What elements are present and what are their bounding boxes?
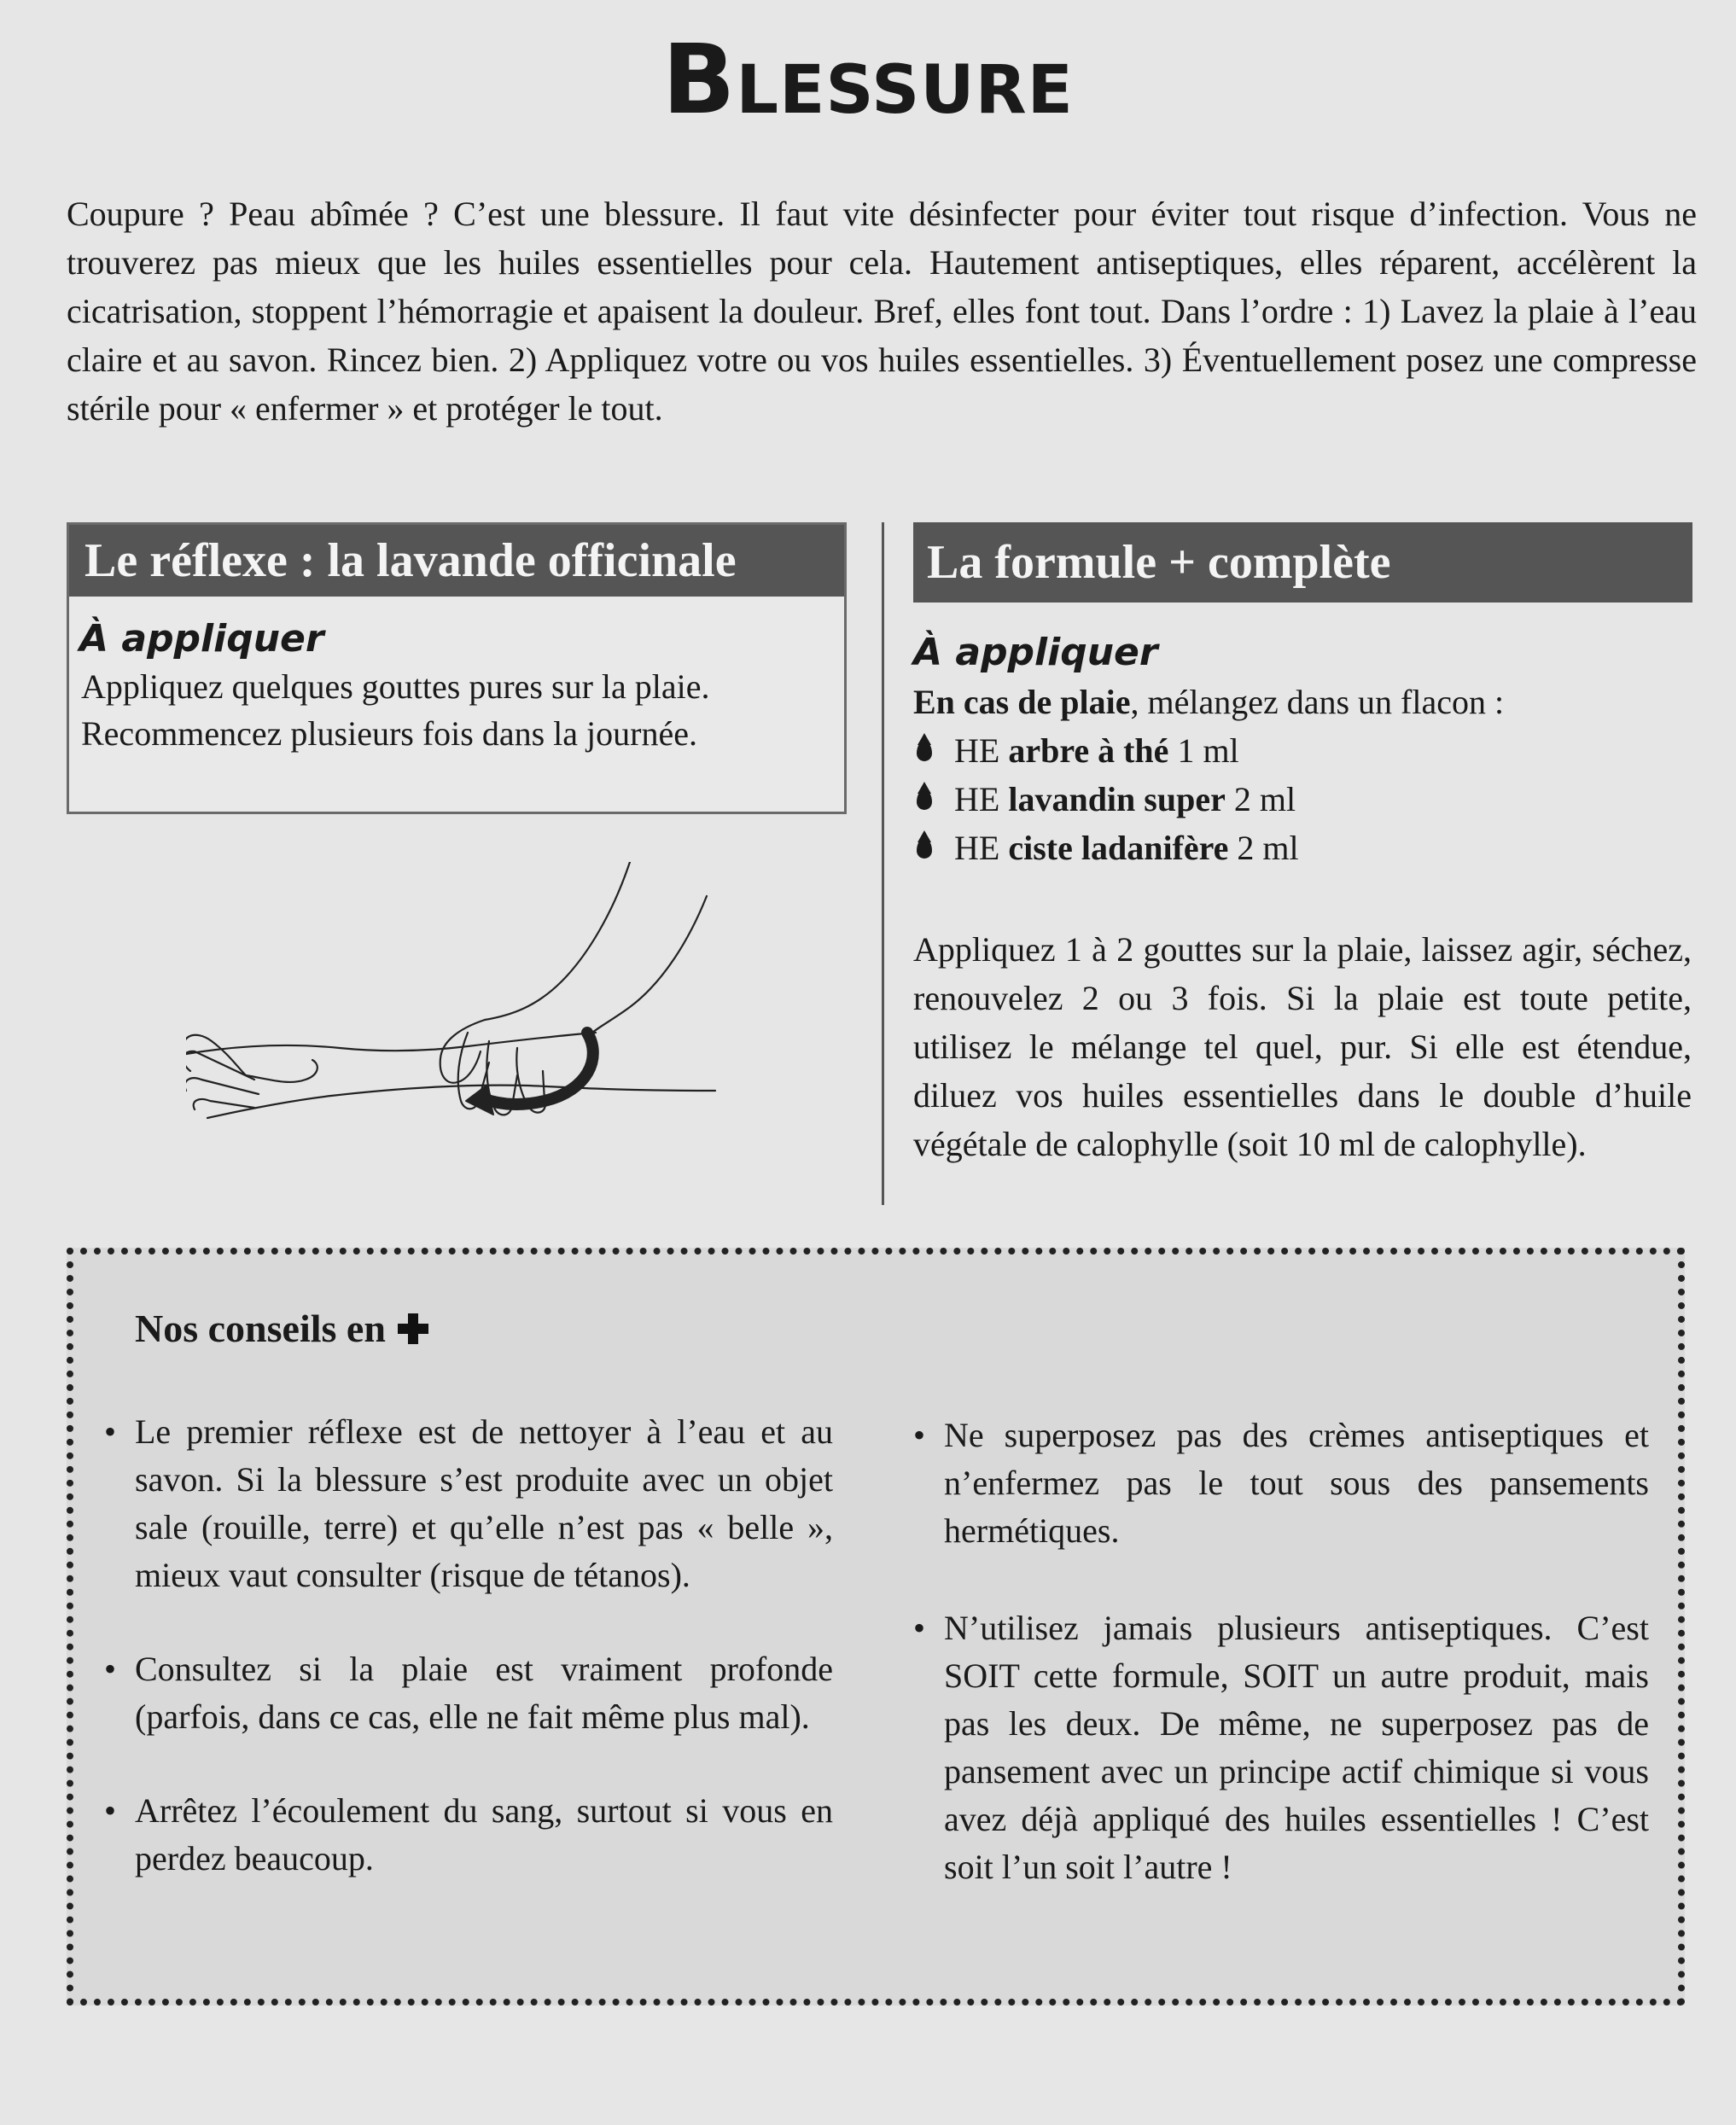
formula-paragraph: Appliquez 1 à 2 gouttes sur la plaie, laissez agir, séchez, renouvelez 2 ou 3 fois. Si la plaie est toute petite, utilisez le mélange tel quel, pur. Si elle est étendue, diluez vos huiles essentielles dans le double d’huile végétale de calophylle (soit 10 ml de calophylle). [913, 930, 1692, 1163]
ingredient-name: lavandin super [1008, 780, 1226, 818]
formula-intro [913, 678, 1692, 726]
reflex-box [67, 522, 847, 814]
page-title: Blessure [662, 25, 1074, 136]
ingredient-prefix: HE [954, 780, 1000, 818]
reflex-heading: Le réflexe : la lavande officinale [69, 525, 844, 597]
ingredient-prefix: HE [954, 829, 1000, 867]
hand-application-illustration [186, 862, 724, 1152]
drop-icon [917, 789, 932, 810]
reflex-line: Appliquez quelques gouttes pures sur la plaie. [81, 667, 710, 706]
advice-column-left [99, 1408, 833, 1883]
ingredient-item [913, 824, 1692, 872]
advice-item: • Ne superposez pas des crèmes antiseptiques et n’enfermez pas le tout sous des pansements hermétiques. [908, 1412, 1649, 1555]
ingredient-name: ciste ladanifère [1008, 829, 1229, 867]
formula-intro-bold: En cas de plaie [913, 683, 1131, 721]
advice-item: • Consultez si la plaie est vraiment profonde (parfois, dans ce cas, elle ne fait même plus mal). [99, 1645, 833, 1741]
reflex-subheading: À appliquer [79, 617, 324, 661]
ingredient-name: arbre à thé [1008, 731, 1169, 770]
ingredient-item [913, 726, 1692, 775]
ingredient-item [913, 775, 1692, 824]
formula-subheading: À appliquer [913, 631, 1158, 674]
advice-heading-text: Nos conseils en [135, 1307, 386, 1350]
advice-item: • Arrêtez l’écoulement du sang, surtout si vous en perdez beaucoup. [99, 1787, 833, 1883]
formula-body [913, 628, 1692, 1168]
reflex-line: Recommencez plusieurs fois dans la journée. [81, 714, 697, 753]
formula-heading: La formule + complète [913, 522, 1692, 603]
advice-column-right [908, 1412, 1649, 1891]
ingredient-qty: 2 ml [1233, 780, 1296, 818]
drop-icon [917, 838, 932, 859]
formula-intro-rest: , mélangez dans un flacon : [1130, 683, 1505, 721]
cross-icon [398, 1313, 428, 1344]
advice-box [67, 1248, 1685, 2006]
column-separator [882, 522, 884, 1205]
ingredient-qty: 1 ml [1177, 731, 1239, 770]
ingredient-qty: 2 ml [1237, 829, 1299, 867]
advice-item: • N’utilisez jamais plusieurs antiseptiques. C’est SOIT cette formule, SOIT un autre produit, mais pas les deux. De même, ne superposez pas de pansement avec un principe actif chimique si vous avez déjà appliqué des huiles essentielles ! C’est soit l’un soit l’autre ! [908, 1604, 1649, 1891]
ingredient-prefix: HE [954, 731, 1000, 770]
intro-paragraph: Coupure ? Peau abîmée ? C’est une blessure. Il faut vite désinfecter pour éviter tout risque d’infection. Vous ne trouverez pas mieux que les huiles essentielles pour cela. Hautement antiseptiques, elles réparent, accélèrent la cicatrisation, stoppent l’hémorragie et apaisent la douleur. Bref, elles font tout. Dans l’ordre : 1) Lavez la plaie à l’eau claire et au savon. Rincez bien. 2) Appliquez votre ou vos huiles essentielles. 3) Éventuellement posez une compresse stérile pour « enfermer » et protéger le tout. [67, 195, 1697, 428]
advice-item: • Le premier réflexe est de nettoyer à l’eau et au savon. Si la blessure s’est produite avec un objet sale (rouille, terre) et qu’elle n’est pas « belle », mieux vaut consulter (risque de tétanos). [99, 1408, 833, 1599]
drop-icon [917, 741, 932, 761]
reflex-text [81, 663, 844, 757]
advice-heading [135, 1306, 428, 1351]
